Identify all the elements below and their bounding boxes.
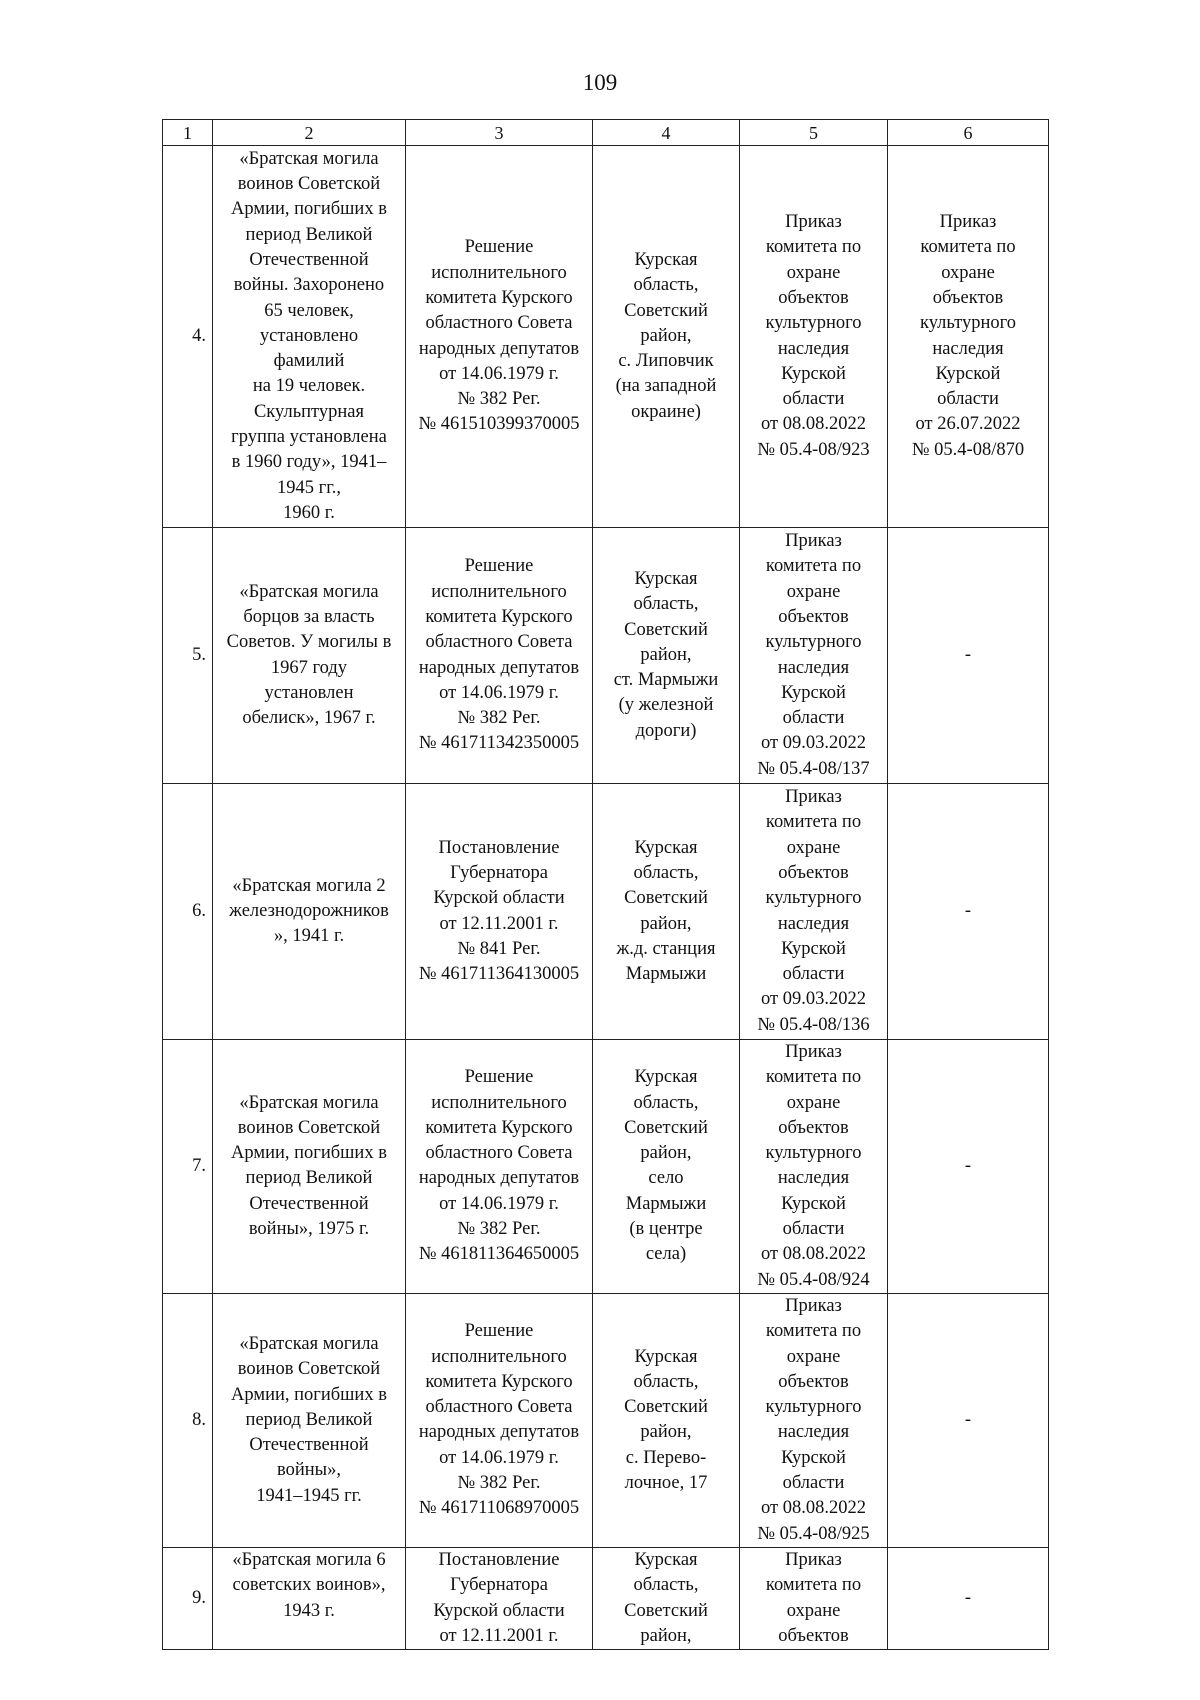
order-column-6: - [888,1293,1049,1547]
order-column-6: - [888,528,1049,784]
decision-document: Решение исполнительного комитета Курского областного Совета народных депутатов от 14.06.1979 г. № 382 Рег. № 461711068970005 [406,1293,593,1547]
order-column-6: - [888,784,1049,1040]
row-number: 5. [163,528,213,784]
monument-name: «Братская могила воинов Советской Армии, погибших в период Великой Отечественной войны. Захоронено 65 человек, установлено фамилий на 19 человек. Скульптурная группа установлена в 1960 году», 1941– 1945 гг., 1960 г. [213,146,406,528]
order-column-5: Приказ комитета по охране объектов культурного наследия Курской области от 09.03.2022 № 05.4-08/136 [740,784,888,1040]
decision-document: Решение исполнительного комитета Курского областного Совета народных депутатов от 14.06.1979 г. № 382 Рег. № 461510399370005 [406,146,593,528]
column-header-2: 2 [213,120,406,146]
column-header-6: 6 [888,120,1049,146]
location: Курская область, Советский район, ж.д. станция Мармыжи [593,784,740,1040]
column-header-1: 1 [163,120,213,146]
monument-name: «Братская могила 2 железнодорожников », 1941 г. [213,784,406,1040]
column-header-4: 4 [593,120,740,146]
row-number: 9. [163,1547,213,1649]
heritage-registry-table [162,119,1049,1650]
location: Курская область, Советский район, с. Перево- лочное, 17 [593,1293,740,1547]
order-column-5: Приказ комитета по охране объектов культурного наследия Курской области от 08.08.2022 № 05.4-08/923 [740,146,888,528]
column-header-5: 5 [740,120,888,146]
order-column-5: Приказ комитета по охране объектов культурного наследия Курской области от 08.08.2022 № 05.4-08/925 [740,1293,888,1547]
monument-name: «Братская могила воинов Советской Армии, погибших в период Великой Отечественной войны», 1975 г. [213,1040,406,1294]
decision-document: Решение исполнительного комитета Курского областного Совета народных депутатов от 14.06.1979 г. № 382 Рег. № 461811364650005 [406,1040,593,1294]
page-number: 109 [582,70,618,95]
row-number: 7. [163,1040,213,1294]
row-number: 8. [163,1293,213,1547]
table-row [163,784,1049,1040]
location: Курская область, Советский район, с. Липовчик (на западной окраине) [593,146,740,528]
location: Курская область, Советский район, [593,1547,740,1649]
table-row [163,146,1049,528]
column-header-3: 3 [406,120,593,146]
row-number: 4. [163,146,213,528]
order-column-5: Приказ комитета по охране объектов культурного наследия Курской области от 08.08.2022 № 05.4-08/924 [740,1040,888,1294]
monument-name: «Братская могила 6 советских воинов», 1943 г. [213,1547,406,1649]
monument-name: «Братская могила воинов Советской Армии, погибших в период Великой Отечественной войны», 1941–1945 гг. [213,1293,406,1547]
order-column-6: - [888,1040,1049,1294]
location: Курская область, Советский район, ст. Мармыжи (у железной дороги) [593,528,740,784]
decision-document: Постановление Губернатора Курской области от 12.11.2001 г. [406,1547,593,1649]
table-header-row [163,120,1049,146]
order-column-5: Приказ комитета по охране объектов культурного наследия Курской области от 09.03.2022 № 05.4-08/137 [740,528,888,784]
order-column-5: Приказ комитета по охране объектов [740,1547,888,1649]
location: Курская область, Советский район, село Мармыжи (в центре села) [593,1040,740,1294]
row-number: 6. [163,784,213,1040]
table-row [163,528,1049,784]
table-row [163,1547,1049,1649]
monument-name: «Братская могила борцов за власть Советов. У могилы в 1967 году установлен обелиск», 1967 г. [213,528,406,784]
decision-document: Постановление Губернатора Курской области от 12.11.2001 г. № 841 Рег. № 461711364130005 [406,784,593,1040]
table-row [163,1293,1049,1547]
decision-document: Решение исполнительного комитета Курского областного Совета народных депутатов от 14.06.1979 г. № 382 Рег. № 461711342350005 [406,528,593,784]
order-column-6: - [888,1547,1049,1649]
table-row [163,1040,1049,1294]
order-column-6: Приказ комитета по охране объектов культурного наследия Курской области от 26.07.2022 № 05.4-08/870 [888,146,1049,528]
